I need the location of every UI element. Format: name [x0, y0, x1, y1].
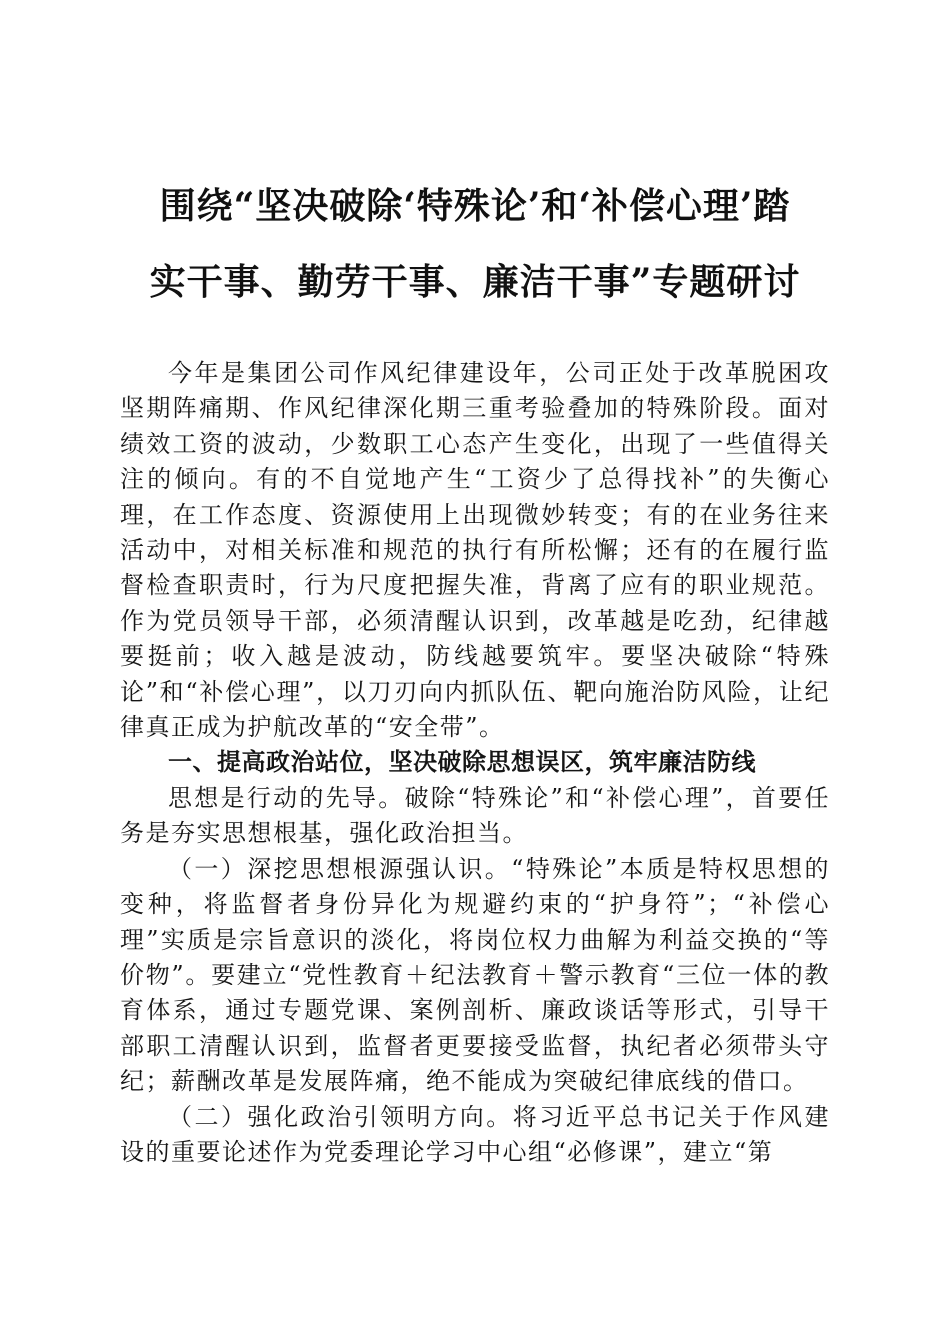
section-1-heading: 一、提高政治站位，坚决破除思想误区，筑牢廉洁防线 — [168, 748, 756, 777]
intro-paragraph: 今年是集团公司作风纪律建设年，公司正处于改革脱困攻坚期阵痛期、作风纪律深化期三重考验叠加的特殊阶段。面对绩效工资的波动，少数职工心态产生变化，出现了一些值得关注的倾向。有的不自觉地产生“工资少了总得找补”的失衡心理，在工作态度、资源使用上出现微妙转变；有的在业务往来活动中，对相关标准和规范的执行有所松懈；还有的在履行监督检查职责时，行为尺度把握失准，背离了应有的职业规范。作为党员领导干部，必须清醒认识到，改革越是吃劲，纪律越要挺前；收入越是波动，防线越要筑牢。要坚决破除“特殊论”和“补偿心理”，以刀刃向内抓队伍、靶向施治防风险，让纪律真正成为护航改革的“安全带”。 — [120, 359, 830, 742]
section-1-intro-paragraph: 思想是行动的先导。破除“特殊论”和“补偿心理”，首要任务是夯实思想根基，强化政治担当。 — [120, 783, 830, 848]
title-line-2: 实干事、勤劳干事、廉洁干事”专题研讨 — [149, 261, 801, 303]
document-body — [120, 356, 830, 1170]
title-line-1: 围绕“坚决破除‘特殊论’和‘补偿心理’踏 — [159, 185, 791, 227]
document-title — [100, 168, 850, 320]
subsection-1-paragraph: （一）深挖思想根源强认识。“特殊论”本质是特权思想的变种，将监督者身份异化为规避约束的“护身符”；“补偿心理”实质是宗旨意识的淡化，将岗位权力曲解为利益交换的“等价物”。要建立“党性教育＋纪法教育＋警示教育“三位一体的教育体系，通过专题党课、案例剖析、廉政谈话等形式，引导干部职工清醒认识到，监督者更要接受监督，执纪者必须带头守纪；薪酬改革是发展阵痛，绝不能成为突破纪律底线的借口。 — [120, 854, 830, 1096]
subsection-2-paragraph: （二）强化政治引领明方向。将习近平总书记关于作风建设的重要论述作为党委理论学习中心组“必修课”，建立“第 — [120, 1102, 830, 1166]
